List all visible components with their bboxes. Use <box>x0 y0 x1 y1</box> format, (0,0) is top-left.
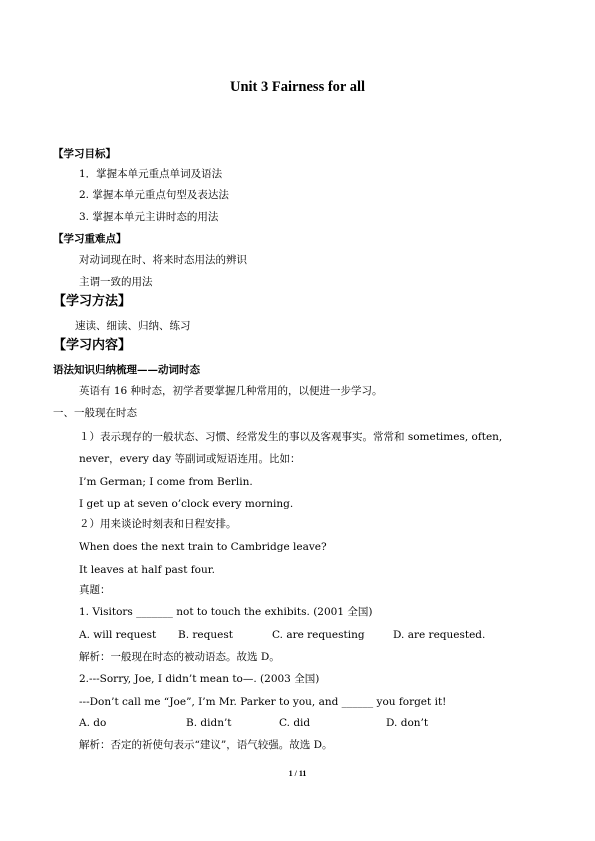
question-1: 1. Visitors _______ not to touch the exhibits. (2001 全国) <box>79 606 373 618</box>
document-title: Unit 3 Fairness for all <box>229 79 366 95</box>
content-heading: 【学习内容】 <box>53 338 132 353</box>
q2-option-a: A. do <box>79 717 107 729</box>
goal-item-3: 3. 掌握本单元主讲时态的用法 <box>79 211 219 223</box>
point2: ２）用来谈论时刻表和日程安排。 <box>79 518 237 530</box>
method-text: 速读、细读、归纳、练习 <box>75 320 191 332</box>
grammar-subheading: 语法知识归纳梳理——动词时态 <box>53 364 200 376</box>
q1-analysis: 解析：一般现在时态的被动语态。故选 D。 <box>79 651 280 663</box>
goal-item-1: 1．掌握本单元重点单词及语法 <box>79 168 223 180</box>
section-title: 一、一般现在时态 <box>53 407 137 419</box>
q1-option-a: A. will request <box>79 629 157 641</box>
example-4: It leaves at half past four. <box>79 564 215 576</box>
example-2: I get up at seven o’clock every morning. <box>79 498 294 510</box>
point1-line1: １）表示现存的一般状态、习惯、经常发生的事以及客观事实。常常和 sometimes, often, <box>79 431 503 443</box>
key-points-heading: 【学习重难点】 <box>53 233 127 245</box>
example-1: I’m German; I come from Berlin. <box>79 476 253 488</box>
q2-option-d: D. don’t <box>386 717 429 729</box>
point1-line2: never，every day 等副词或短语连用。比如： <box>79 453 301 465</box>
key-point-item-2: 主谓一致的用法 <box>79 276 153 288</box>
intro-text: 英语有 16 种时态，初学者要掌握几种常用的，以便进一步学习。 <box>79 385 383 397</box>
q2-option-b: B. didn’t <box>186 717 232 729</box>
example-3: When does the next train to Cambridge leave? <box>79 541 327 553</box>
goal-item-2: 2. 掌握本单元重点句型及表达法 <box>79 189 229 201</box>
method-heading: 【学习方法】 <box>53 294 132 309</box>
q1-option-c: C. are requesting <box>272 629 365 641</box>
q1-option-b: B. request <box>178 629 233 641</box>
q2-analysis: 解析：否定的祈使句表示“建议”，语气较强。故选 D。 <box>79 739 333 751</box>
key-point-item-1: 对动词现在时、将来时态用法的辨识 <box>79 254 247 266</box>
question-2-line2: ---Don’t call me “Joe”, I’m Mr. Parker to you, and ______ you forget it! <box>79 696 447 708</box>
question-2-line1: 2.---Sorry, Joe, I didn’t mean to—. (2003 全国) <box>79 673 320 685</box>
goals-heading: 【学习目标】 <box>53 148 116 160</box>
q1-option-d: D. are requested. <box>393 629 486 641</box>
q2-option-c: C. did <box>279 717 311 729</box>
zhenti-label: 真题： <box>79 584 111 596</box>
page-number: 1 / 11 <box>288 769 307 778</box>
